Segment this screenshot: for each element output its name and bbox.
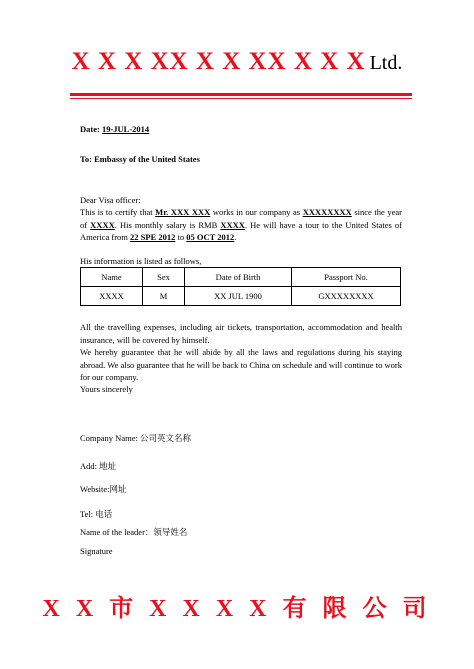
company-name-placeholder: X X X XX X X XX X X X — [71, 48, 366, 75]
website-field: Website:网址 — [80, 484, 127, 494]
certify-text-5: . He will have a tour to the United States of America from — [80, 219, 402, 242]
guarantee-paragraph: We hereby guarantee that he will abide by all the laws and regulations during his staying abroad. We also guarantee that he will be back to China on schedule and will continue to work for our company. — [80, 347, 402, 382]
date-value: 19-JUL-2014 — [101, 124, 150, 134]
info-table — [80, 267, 401, 306]
footer-company-name: X X 市 X X X X 有 限 公 司 — [42, 596, 432, 622]
date-label: Date: — [80, 124, 100, 134]
certify-text-6: to — [175, 232, 187, 242]
certify-text-2: works in our company as — [210, 207, 303, 217]
header-rule-thick — [70, 93, 412, 96]
table-header-cell: Sex — [143, 268, 185, 287]
certify-paragraph — [80, 206, 402, 244]
info-intro: His information is listed as follows, — [80, 256, 202, 266]
signature-field: Signature — [80, 546, 113, 556]
table-cell: GXXXXXXXX — [292, 287, 401, 306]
date-line — [80, 123, 149, 136]
table-header-cell: Date of Birth — [185, 268, 292, 287]
company-suffix: Ltd. — [369, 52, 403, 74]
certify-text-3: since the year of — [80, 207, 402, 230]
recipient: To: Embassy of the United States — [80, 154, 200, 164]
table-header-cell: Passport No. — [292, 268, 401, 287]
monthly-salary: XXXX — [220, 219, 245, 230]
expenses-paragraph: All the travelling expenses, including air tickets, transportation, accommodation and health insurance, will be covered by himself. — [80, 322, 402, 345]
employee-position: XXXXXXXX — [302, 207, 352, 217]
header-rule-thin — [70, 98, 412, 99]
salutation: Dear Visa officer: — [80, 195, 141, 205]
table-header-row — [81, 268, 401, 287]
trip-from-date: 22 SPE 2012 — [130, 232, 176, 242]
table-cell: XXXX — [81, 287, 143, 306]
certify-text-4: . His monthly salary is RMB — [114, 219, 221, 230]
table-row — [81, 287, 401, 306]
table-header-cell: Name — [81, 268, 143, 287]
leader-field: Name of the leader：领导姓名 — [80, 527, 188, 537]
tel-field: Tel: 电话 — [80, 509, 113, 519]
employee-name: Mr. XXX XXX — [155, 207, 211, 217]
trip-to-date: 05 OCT 2012 — [186, 232, 235, 242]
certify-text-1: This is to certify that — [80, 207, 156, 217]
closing: Yours sincerely — [80, 384, 133, 394]
start-year: XXXX — [90, 219, 115, 230]
table-cell: M — [143, 287, 185, 306]
letterhead-title — [0, 48, 474, 76]
certify-text-7: . — [234, 232, 237, 242]
address-field: Add: 地址 — [80, 461, 117, 471]
table-cell: XX JUL 1900 — [185, 287, 292, 306]
company-name-field: Company Name: 公司英文名称 — [80, 433, 191, 443]
